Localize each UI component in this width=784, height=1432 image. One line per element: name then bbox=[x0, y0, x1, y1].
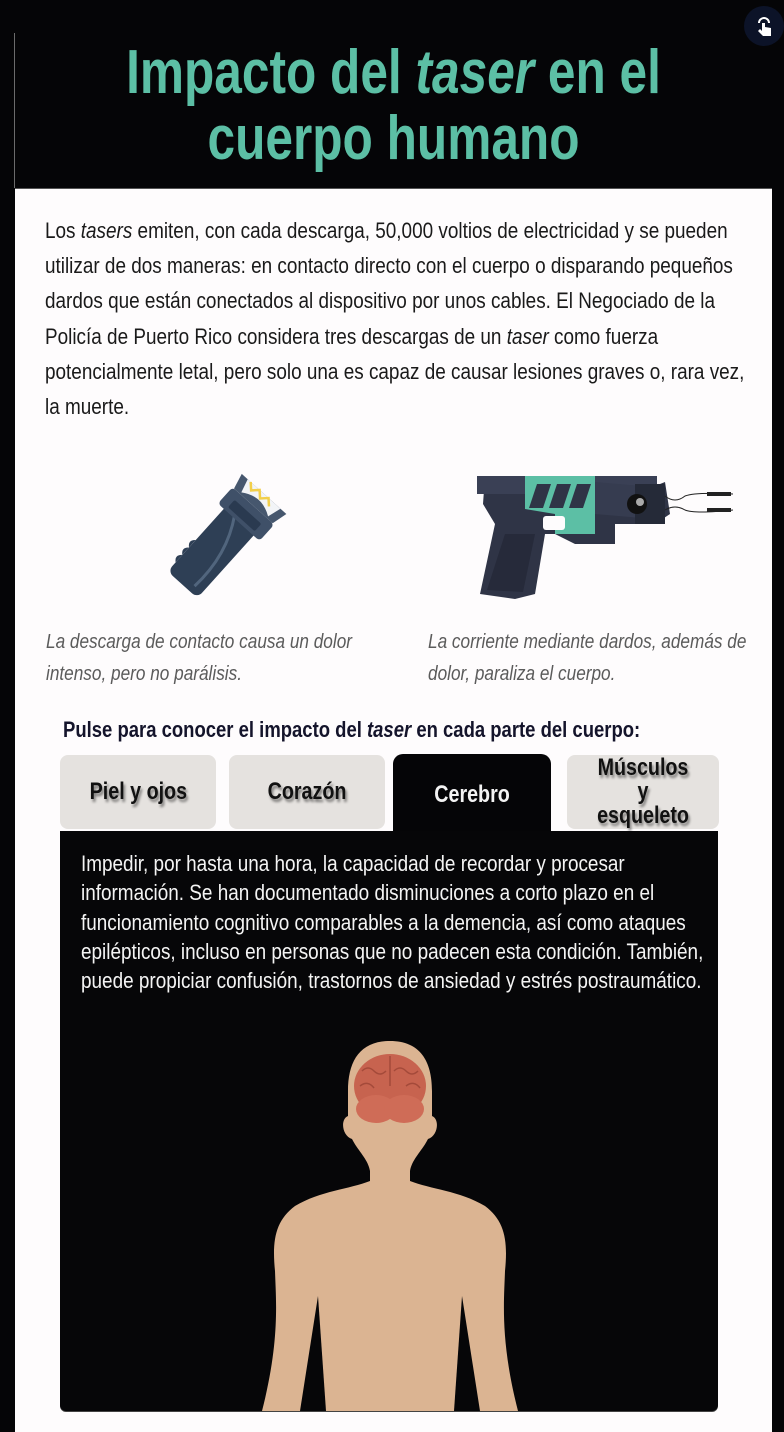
prompt-italic: taser bbox=[367, 717, 412, 742]
tab-corazon[interactable] bbox=[229, 755, 385, 829]
tab-piel-y-ojos[interactable] bbox=[60, 755, 216, 829]
tab-musculos-y-esqueleto[interactable] bbox=[567, 755, 719, 829]
tab-panel-cerebro bbox=[60, 831, 718, 1411]
human-head-brain-icon bbox=[260, 1041, 520, 1411]
content-area bbox=[15, 189, 772, 1432]
tab-prompt bbox=[63, 717, 735, 743]
taser-pistol-icon bbox=[465, 464, 745, 609]
intro-italic: tasers bbox=[80, 218, 133, 243]
intro-text: emiten, con cada descarga, 50,000 voltios de electricidad y se pueden utilizar de dos maneras: en contacto directo con el cuerpo o disparando pequeños dardos que están conectados al dispositivo por unos cables. El Negociado de la Policía de Puerto Rico considera tres descargas de un bbox=[45, 218, 733, 349]
prompt-text: Pulse para conocer el impacto del bbox=[63, 717, 368, 742]
title-text: Impacto del bbox=[126, 38, 416, 107]
tab-label: Cerebro bbox=[434, 781, 510, 808]
infographic-page bbox=[15, 0, 772, 1432]
page-title bbox=[91, 40, 697, 172]
title-text-2: en el cuerpo humano bbox=[207, 38, 661, 173]
title-italic: taser bbox=[415, 38, 535, 107]
help-button[interactable] bbox=[744, 6, 784, 46]
intro-paragraph bbox=[45, 213, 759, 424]
tab-cerebro[interactable] bbox=[393, 754, 551, 836]
body-part-tabs bbox=[60, 755, 720, 835]
tab-label: Músculos y esqueleto bbox=[597, 754, 689, 829]
header bbox=[15, 0, 772, 189]
stun-gun-icon bbox=[135, 469, 295, 619]
tap-hand-icon bbox=[754, 15, 774, 37]
intro-text: como fuerza potencialmente letal, pero solo una es capaz de causar lesiones graves o, rara vez, la muerte. bbox=[45, 323, 745, 420]
prompt-text: en cada parte del cuerpo: bbox=[411, 717, 641, 742]
intro-text: Los bbox=[45, 218, 81, 243]
intro-italic: taser bbox=[506, 323, 549, 349]
darts-caption: La corriente mediante dardos, además de dolor, paraliza el cuerpo. bbox=[428, 631, 747, 685]
tab-label: Piel y ojos bbox=[89, 778, 187, 805]
panel-description: Impedir, por hasta una hora, la capacidad de recordar y procesar información. Se han documentado disminuciones a corto plazo en el funcionamiento cognitivo comparables a la demencia, así como ataques epilépticos, incluso en personas que no padecen esta condición. También, puede propiciar confusión, trastornos de ansiedad y estrés postraumático. bbox=[81, 851, 704, 994]
tab-label: Corazón bbox=[267, 778, 347, 805]
contact-caption: La descarga de contacto causa un dolor intenso, pero no parálisis. bbox=[46, 631, 352, 685]
